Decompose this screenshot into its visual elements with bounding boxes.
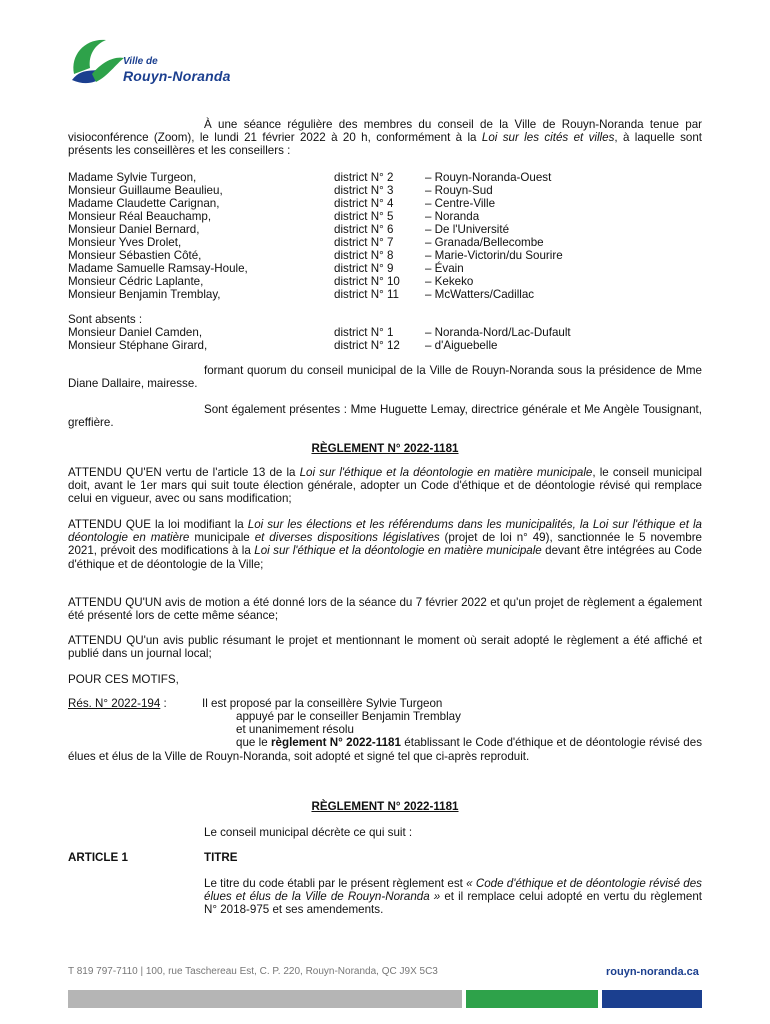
present-row: Monsieur Guillaume Beaulieu, district N° 3 – Rouyn-Sud bbox=[68, 184, 493, 197]
article-title: TITRE bbox=[204, 851, 238, 864]
intro-paragraph bbox=[68, 118, 702, 158]
logo-ville-text: Ville de bbox=[123, 56, 158, 67]
also-present-paragraph: Sont également présentes : Mme Huguette Lemay, directrice générale et Me Angèle Tousignant, greffière. bbox=[68, 403, 702, 430]
reglement-title-2: RÈGLEMENT N° 2022-1181 bbox=[311, 800, 459, 813]
intro-text-3: , à laquelle sont présents les conseillères et les conseillers : bbox=[68, 131, 703, 158]
footer-bar-blue bbox=[602, 990, 702, 1008]
attendu-paragraph-2: ATTENDU QUE la loi modifiant la Loi sur les élections et les référendums dans les municipalités, la Loi sur l'éthique et la déontologie en matière municipale et diverses dispositions législatives (projet de loi n° 49), sanctionnée le 5 novembre 2021, prévoit des modifications à la Loi sur l'éthique et la déontologie en matière municipale devant être intégrées au Code d'éthique et de déontologie de la Ville; bbox=[68, 518, 703, 571]
logo-city-name: Rouyn-Noranda bbox=[123, 68, 231, 84]
footer-website: rouyn-noranda.ca bbox=[606, 966, 699, 978]
present-row: Monsieur Benjamin Tremblay, district N° 11 – McWatters/Cadillac bbox=[68, 288, 535, 301]
resolution-seconder: appuyé par le conseiller Benjamin Tremblay bbox=[236, 710, 461, 723]
present-row: Monsieur Sébastien Côté, district N° 8 – Marie-Victorin/du Sourire bbox=[68, 249, 563, 262]
present-row: Madame Samuelle Ramsay-Houle, district N° 9 – Évain bbox=[68, 262, 464, 275]
present-row: Monsieur Cédric Laplante, district N° 10 – Kekeko bbox=[68, 275, 474, 288]
resolution-proposer: Il est proposé par la conseillère Sylvie Turgeon bbox=[202, 697, 443, 710]
motifs-text: POUR CES MOTIFS, bbox=[68, 673, 179, 686]
reglement-title: RÈGLEMENT N° 2022-1181 bbox=[311, 442, 459, 455]
absent-row: Monsieur Stéphane Girard, district N° 12 – d'Aiguebelle bbox=[68, 339, 498, 352]
absent-label: Sont absents : bbox=[68, 313, 143, 326]
intro-text-1: À une séance régulière des membres du conseil de la Ville de Rouyn-Noranda tenue par visioconférence (Zoom), le lundi 21 février 2022 à 20 h, conformément à la bbox=[68, 118, 702, 145]
footer-bar-green bbox=[466, 990, 598, 1008]
article-text: Le titre du code établi par le présent règlement est « Code d'éthique et de déontologie révisé des élues et élus de la Ville de Rouyn-Noranda » et il remplace celui adopté en vertu du règlement N° 2018-975 et ses amendements. bbox=[204, 877, 702, 917]
present-row: Madame Sylvie Turgeon, district N° 2 – Rouyn-Noranda-Ouest bbox=[68, 171, 552, 184]
resolution-block: Rés. N° 2022-194 : Il est proposé par la conseillère Sylvie Turgeon appuyé par le conseiller Benjamin Tremblay et unanimement résolu que le règlement N° 2022-1181 établissant le Code d'éthique et de déontologie révisé des élues et élus de la Ville de Rouyn-Noranda, soit adopté et signé tel que ci-après reproduit. bbox=[68, 697, 702, 763]
present-row: Monsieur Yves Drolet, district N° 7 – Granada/Bellecombe bbox=[68, 236, 544, 249]
intro-law-title: Loi sur les cités et villes bbox=[481, 131, 615, 145]
present-row: Madame Claudette Carignan, district N° 4 – Centre-Ville bbox=[68, 197, 496, 210]
decrete-text: Le conseil municipal décrète ce qui suit : bbox=[204, 826, 413, 839]
quorum-paragraph: formant quorum du conseil municipal de la Ville de Rouyn-Noranda sous la présidence de Mme Diane Dallaire, mairesse. bbox=[68, 364, 702, 391]
absent-row: Monsieur Daniel Camden, district N° 1 – Noranda-Nord/Lac-Dufault bbox=[68, 326, 571, 339]
present-row: Monsieur Réal Beauchamp, district N° 5 – Noranda bbox=[68, 210, 480, 223]
present-row: Monsieur Daniel Bernard, district N° 6 – De l'Université bbox=[68, 223, 510, 236]
footer-bar-gray bbox=[68, 990, 462, 1008]
resolution-text: que le règlement N° 2022-1181 établissant le Code d'éthique et de déontologie révisé des élues et élus de la Ville de Rouyn-Noranda, soit adopté et signé tel que ci-après reproduit. bbox=[68, 736, 702, 763]
footer-contact: T 819 797-7110 | 100, rue Taschereau Est, C. P. 220, Rouyn-Noranda, QC J9X 5C3 bbox=[68, 966, 438, 977]
attendu-paragraph-3: ATTENDU QU'UN avis de motion a été donné lors de la séance du 7 février 2022 et qu'un projet de règlement a également été présenté lors de cette même séance; bbox=[68, 596, 702, 623]
attendu-paragraph-4: ATTENDU QU'un avis public résumant le projet et mentionnant le moment où serait adopté le règlement a été affiché et publié dans un journal local; bbox=[68, 634, 702, 661]
resolution-unanimous: et unanimement résolu bbox=[236, 723, 354, 737]
resolution-reference: Rés. N° 2022-194 bbox=[68, 697, 161, 710]
attendu-paragraph-1: ATTENDU QU'EN vertu de l'article 13 de la Loi sur l'éthique et la déontologie en matière municipale, le conseil municipal doit, avant le 1er mars qui suit toute élection générale, adopter un Code d'éthique et de déontologie révisé qui remplace celui en vigueur, avec ou sans modification; bbox=[68, 466, 702, 506]
article-number: ARTICLE 1 bbox=[68, 851, 128, 864]
